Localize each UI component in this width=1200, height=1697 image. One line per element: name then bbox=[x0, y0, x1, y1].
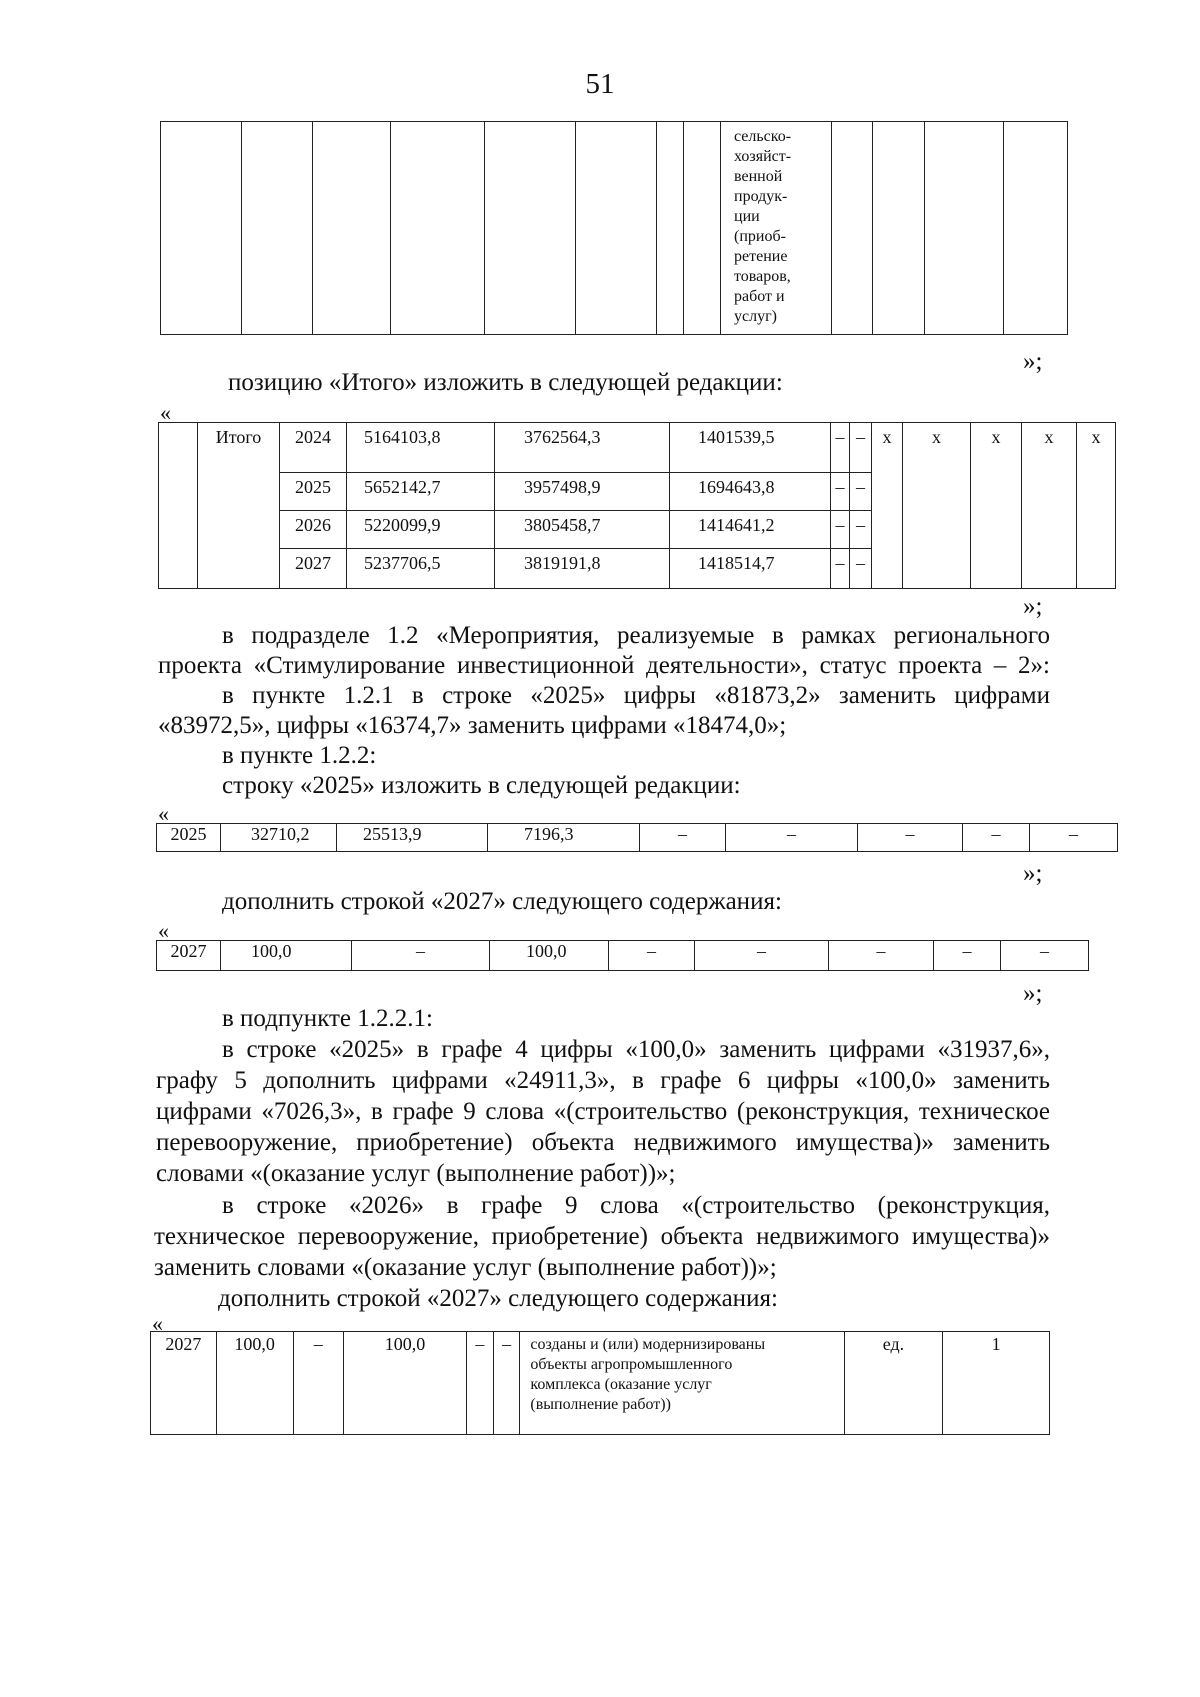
paragraph-add-row-2027-b: дополнить строкой «2027» следующего содержания: bbox=[218, 1285, 778, 1312]
indicator-description: созданы и (или) модернизированы объекты агропромышленного комплекса (оказание услуг (выполнение работ)) bbox=[520, 1332, 844, 1435]
paragraph-item-1-2-2: в пункте 1.2.2: bbox=[222, 742, 377, 769]
open-quote: « bbox=[158, 918, 169, 943]
itogo-label: Итого bbox=[198, 423, 280, 589]
paragraph-row-2025-line3: цифрами «7026,3», в графе 9 слова «(строительство (реконструкция, техническое bbox=[156, 1098, 1050, 1125]
quantity-cell: 1 bbox=[943, 1332, 1050, 1435]
paragraph-row-2025-line2: графу 5 дополнить цифрами «24911,3», в графе 6 цифры «100,0» заменить bbox=[156, 1067, 1050, 1094]
unit-cell: ед. bbox=[844, 1332, 943, 1435]
paragraph-row-2026-line3: заменить словами «(оказание услуг (выполнение работ))»; bbox=[154, 1254, 777, 1281]
close-quote: »; bbox=[1023, 860, 1043, 887]
paragraph-subitem-1-2-2-1: в подпункте 1.2.2.1: bbox=[222, 1005, 433, 1032]
close-quote: »; bbox=[1023, 593, 1043, 620]
paragraph-subsection-1-2-line2: проекта «Стимулирование инвестиционной деятельности», статус проекта – 2»: bbox=[158, 652, 1050, 679]
paragraph-subsection-1-2-line1: в подразделе 1.2 «Мероприятия, реализуемые в рамках регионального bbox=[222, 622, 1050, 649]
agri-products-cell: сельско- хозяйст- венной продук- ции (приоб- ретение товаров, работ и услуг) bbox=[721, 122, 832, 335]
paragraph-item-1-2-1-line1: в пункте 1.2.1 в строке «2025» цифры «81873,2» заменить цифрами bbox=[222, 682, 1050, 709]
paragraph-row-2026-line2: техническое перевооружение, приобретение) объекта недвижимого имущества)» bbox=[154, 1223, 1050, 1250]
paragraph-row-2026-line1: в строке «2026» в графе 9 слова «(строительство (реконструкция, bbox=[222, 1192, 1050, 1219]
row-2027-indicator-table: 2027 100,0 – 100,0 – – созданы и (или) модернизированы объекты агропромышленного комплекса (оказание услуг (выполнение работ)) ед. 1 bbox=[150, 1331, 1050, 1435]
paragraph-row-2025-line4: перевооружение, приобретение) объекта недвижимого имущества)» заменить bbox=[156, 1129, 1050, 1156]
close-quote: »; bbox=[1023, 348, 1043, 375]
row-2025-table: 2025 32710,2 25513,9 7196,3 – – – – – bbox=[156, 823, 1118, 852]
close-quote: »; bbox=[1023, 980, 1043, 1007]
paragraph-row-2025-line1: в строке «2025» в графе 4 цифры «100,0» заменить цифрами «31937,6», bbox=[222, 1036, 1050, 1063]
paragraph-item-1-2-1-line2: «83972,5», цифры «16374,7» заменить цифрами «18474,0»; bbox=[158, 712, 787, 739]
open-quote: « bbox=[158, 801, 169, 826]
itogo-table: Итого 2024 5164103,8 3762564,3 1401539,5 – – х х х х х 2025 5652142,7 3957498,9 1694643,8 – – 2026 5220099,9 3805458,7 1414641,2 – – 2027 5237706,5 3819191,8 1418514,7 – – bbox=[158, 422, 1116, 589]
paragraph-row-2025: строку «2025» изложить в следующей редакции: bbox=[222, 772, 741, 799]
page-number: 51 bbox=[585, 68, 615, 100]
open-quote: « bbox=[152, 1311, 163, 1336]
paragraph-itogo: позицию «Итого» изложить в следующей редакции: bbox=[228, 369, 783, 396]
paragraph-row-2025-line5: словами «(оказание услуг (выполнение работ))»; bbox=[156, 1160, 676, 1187]
paragraph-add-row-2027: дополнить строкой «2027» следующего содержания: bbox=[222, 888, 782, 915]
open-quote: « bbox=[160, 400, 171, 425]
row-2027-table: 2027 100,0 – 100,0 – – – – – bbox=[156, 940, 1089, 971]
continuation-table bbox=[160, 121, 1068, 335]
